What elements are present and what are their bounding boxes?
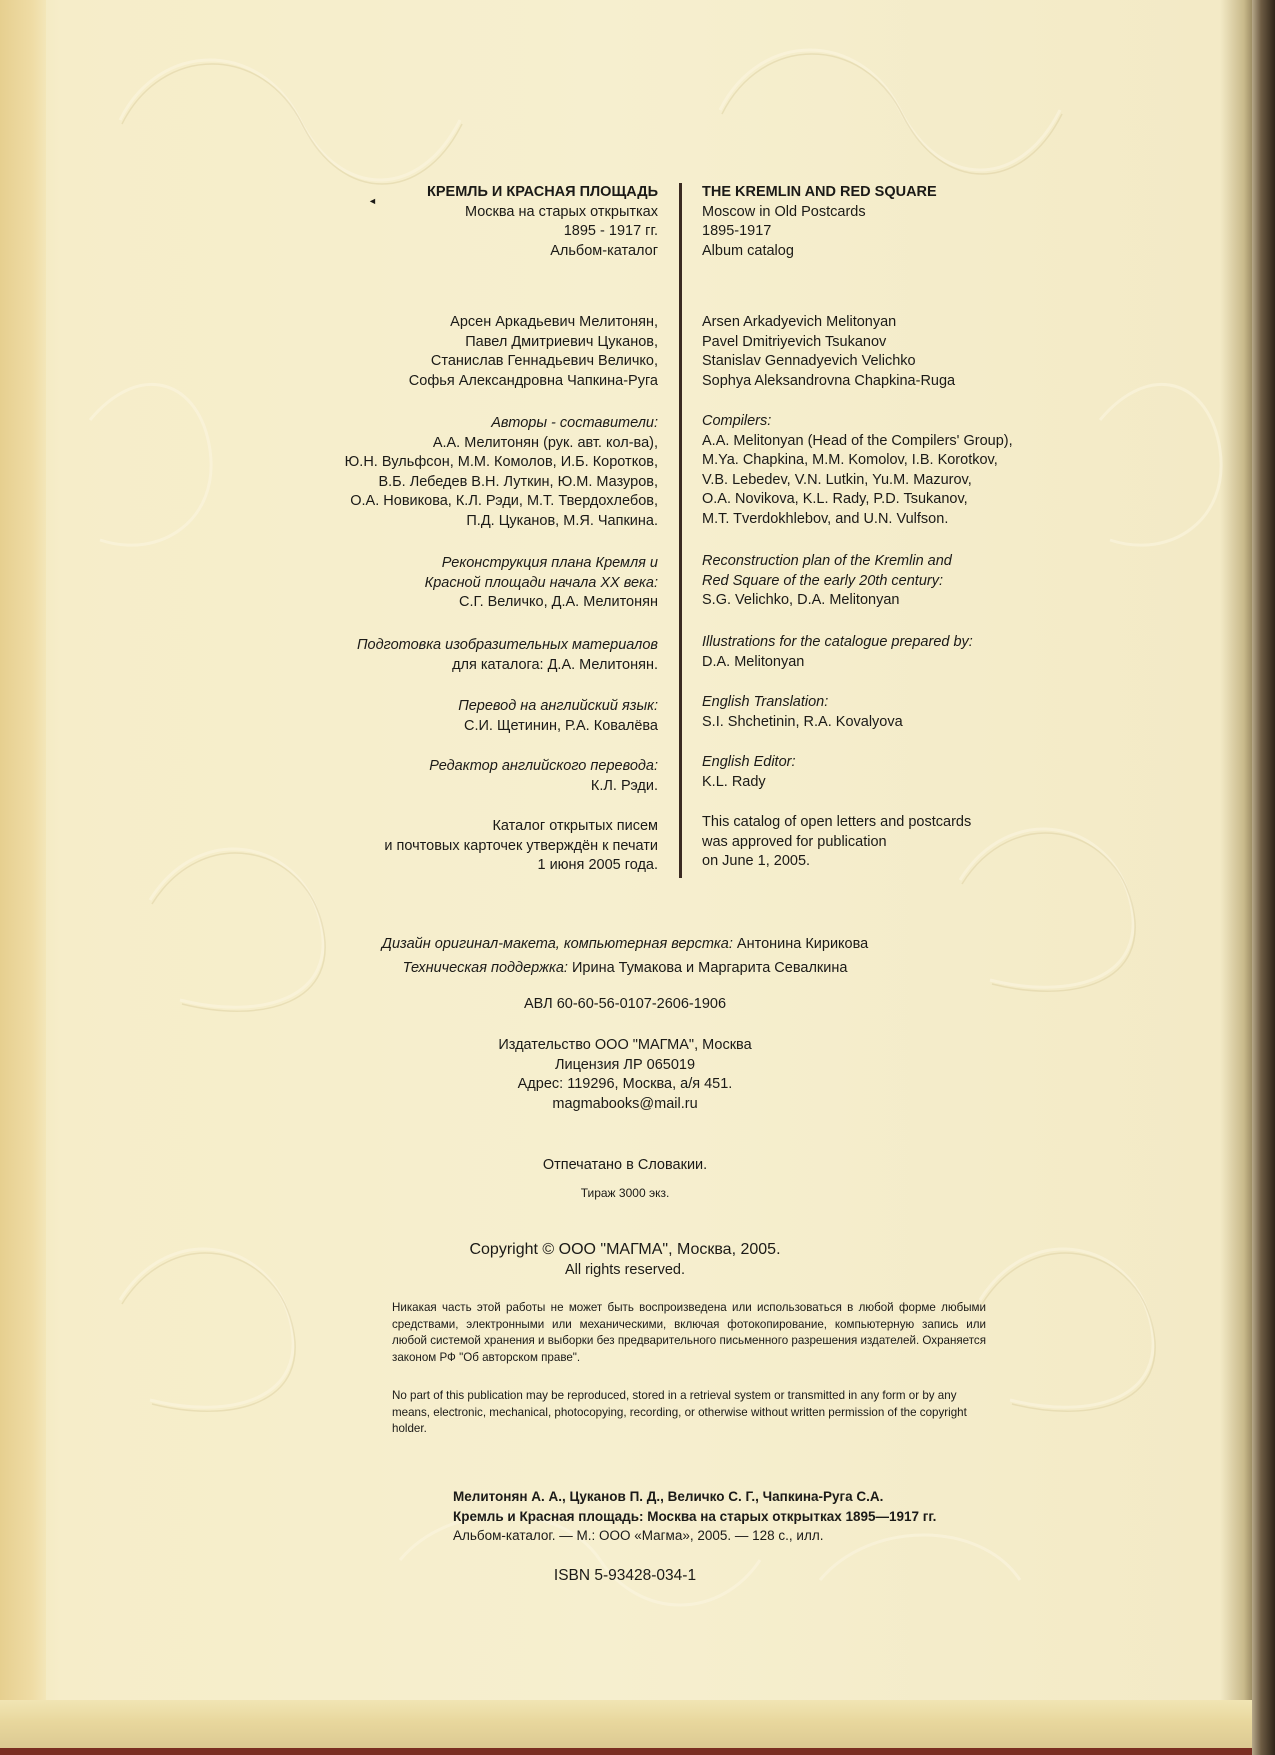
avl-code: АВЛ 60-60-56-0107-2606-1906 [523, 996, 727, 1012]
en-plan-names: S.G. Velichko, D.A. Melitonyan [702, 592, 900, 608]
publisher-license: Лицензия ЛР 065019 [554, 1056, 696, 1073]
bottom-border-strip [0, 1700, 1275, 1755]
design-label: Дизайн оригинал-макета, компьютерная верстка: [381, 936, 733, 952]
en-compilers-heading: Compilers: [702, 413, 772, 429]
en-title-block [702, 183, 1082, 261]
ru-compilers [280, 414, 658, 531]
en-approval-line: was approved for publication [702, 833, 887, 850]
en-plan-heading: Reconstruction plan of the Kremlin and [702, 553, 952, 569]
support-credit [0, 959, 1250, 979]
ru-compiler-line: П.Д. Цуканов, М.Я. Чапкина. [466, 512, 658, 529]
ru-compilers-heading: Авторы - составители: [491, 415, 658, 431]
en-transl-names: S.I. Shchetinin, R.A. Kovalyova [702, 713, 903, 730]
ru-author: Софья Александровна Чапкина-Руга [408, 372, 658, 389]
legal-notice-ru: Никакая часть этой работы не может быть воспроизведена или использоваться в любой форме любыми средствами, электронными или механическими, включая фотокопирование, компьютерную запись или любой системой хранения и выборки без предварительного письменного разрешения издателей. Охраняется законом РФ "Об авторском праве". [392, 1301, 986, 1364]
biblio-title: Кремль и Красная площадь: Москва на старых открытках 1895—1917 гг. [453, 1508, 937, 1524]
ru-compiler-line: А.А. Мелитонян (рук. авт. кол-ва), [432, 434, 658, 451]
ru-approval-line: и почтовых карточек утверждён к печати [384, 837, 658, 854]
isbn: ISBN 5-93428-034-1 [553, 1567, 697, 1584]
en-compilers [702, 412, 1082, 529]
ru-title: КРЕМЛЬ И КРАСНАЯ ПЛОЩАДЬ [427, 184, 658, 200]
title-marker-icon: ◄ [368, 196, 377, 206]
en-approval-line: This catalog of open letters and postcards [702, 814, 972, 830]
ru-author: Станислав Геннадьевич Величко, [430, 353, 658, 369]
en-compiler-line: M.Ya. Chapkina, M.M. Komolov, I.B. Korotkov, [702, 452, 998, 468]
ru-plan-names: С.Г. Величко, Д.А. Мелитонян [458, 594, 658, 610]
biblio-details: Альбом-каталог. — М.: ООО «Магма», 2005. — 128 с., илл. [453, 1528, 824, 1543]
publisher-email: magmabooks@mail.ru [552, 1095, 698, 1112]
biblio-authors: Мелитонян А. А., Цуканов П. Д., Величко С. Г., Чапкина-Руга С.А. [453, 1489, 884, 1504]
en-illus-names: D.A. Melitonyan [702, 653, 805, 670]
support-names: Ирина Тумакова и Маргарита Севалкина [571, 960, 848, 976]
en-transl-heading: English Translation: [702, 694, 829, 710]
ru-translation [280, 697, 658, 736]
ru-illustrations [280, 636, 658, 675]
ru-plan-heading: Красной площади начала XX века: [424, 574, 658, 591]
printed-in: Отпечатано в Словакии. [542, 1157, 708, 1173]
ru-approval-line: 1 июня 2005 года. [537, 857, 658, 873]
en-compiler-line: A.A. Melitonyan (Head of the Compilers' Group), [702, 432, 1013, 449]
ru-approval [280, 817, 658, 876]
ru-plan [280, 554, 658, 613]
ru-editor [280, 757, 658, 796]
en-author: Arsen Arkadyevich Melitonyan [702, 314, 897, 330]
ru-editor-heading: Редактор английского перевода: [429, 758, 658, 774]
en-illustrations [702, 633, 1082, 672]
ru-illus-heading: Подготовка изобразительных материалов [357, 637, 658, 653]
en-translation [702, 693, 1082, 732]
en-years: 1895-1917 [702, 223, 772, 239]
ru-editor-name: К.Л. Рэди. [590, 777, 658, 794]
publisher-name: Издательство ООО "МАГМА", Москва [498, 1037, 752, 1053]
ru-compiler-line: Ю.Н. Вульфсон, М.М. Комолов, И.Б. Коротков, [344, 454, 658, 470]
en-title: THE KREMLIN AND RED SQUARE [702, 184, 937, 200]
ru-illus-line: для каталога: Д.А. Мелитонян. [452, 656, 658, 673]
design-name: Антонина Кирикова [736, 936, 869, 952]
en-illus-heading: Illustrations for the catalogue prepared by: [702, 634, 973, 650]
bibliographic-record [453, 1487, 936, 1546]
design-credit [0, 935, 1250, 955]
ru-authors [280, 313, 658, 391]
en-plan [702, 552, 1082, 611]
ru-approval-line: Каталог открытых писем [492, 818, 658, 834]
legal-notice-en: No part of this publication may be reproduced, stored in a retrieval system or transmitted in any form or by any means, electronic, mechanical, photocopying, recording, or otherwise without written permission of the copyright holder. [392, 1389, 967, 1435]
ru-compiler-line: В.Б. Лебедев В.Н. Луткин, Ю.М. Мазуров, [378, 473, 658, 490]
column-divider [679, 183, 682, 878]
ru-compiler-line: О.А. Новикова, К.Л. Рэди, М.Т. Твердохлебов, [350, 493, 658, 509]
en-author: Sophya Aleksandrovna Chapkina-Ruga [702, 372, 956, 389]
en-author: Pavel Dmitriyevich Tsukanov [702, 333, 887, 350]
print-run: Тираж 3000 экз. [580, 1186, 670, 1200]
left-border-strip [0, 0, 46, 1755]
en-type: Album catalog [702, 242, 794, 259]
en-editor-name: K.L. Rady [702, 773, 766, 790]
copyright-line: Copyright © ООО "МАГМА", Москва, 2005. [469, 1241, 781, 1258]
en-subtitle: Moscow in Old Postcards [702, 203, 866, 220]
ru-subtitle: Москва на старых открытках [464, 203, 658, 220]
en-approval [702, 813, 1082, 872]
ru-years: 1895 - 1917 гг. [563, 223, 658, 239]
ru-author: Арсен Аркадьевич Мелитонян, [450, 314, 658, 330]
en-approval-line: on June 1, 2005. [702, 853, 811, 869]
en-authors [702, 313, 1082, 391]
bottom-cover-edge [0, 1748, 1275, 1755]
ru-plan-heading: Реконструкция плана Кремля и [441, 555, 658, 571]
publisher-address: Адрес: 119296, Москва, а/я 451. [517, 1076, 733, 1092]
all-rights-reserved: All rights reserved. [564, 1262, 686, 1278]
en-compiler-line: V.B. Lebedev, V.N. Lutkin, Yu.M. Mazurov, [702, 471, 972, 488]
ru-transl-names: С.И. Щетинин, Р.А. Ковалёва [463, 717, 658, 734]
support-label: Техническая поддержка: [402, 960, 568, 976]
ru-type: Альбом-каталог [550, 242, 658, 259]
en-author: Stanislav Gennadyevich Velichko [702, 353, 916, 369]
en-compiler-line: M.T. Tverdokhlebov, and U.N. Vulfson. [702, 510, 949, 527]
publisher-block [0, 1036, 1250, 1114]
ru-transl-heading: Перевод на английский язык: [458, 698, 658, 714]
en-editor-heading: English Editor: [702, 754, 796, 770]
ru-author: Павел Дмитриевич Цуканов, [465, 333, 658, 350]
en-editor [702, 753, 1082, 792]
en-compiler-line: O.A. Novikova, K.L. Rady, P.D. Tsukanov, [702, 491, 968, 507]
ru-title-block [280, 183, 658, 261]
right-cover-edge [1252, 0, 1275, 1755]
en-plan-heading: Red Square of the early 20th century: [702, 572, 944, 589]
